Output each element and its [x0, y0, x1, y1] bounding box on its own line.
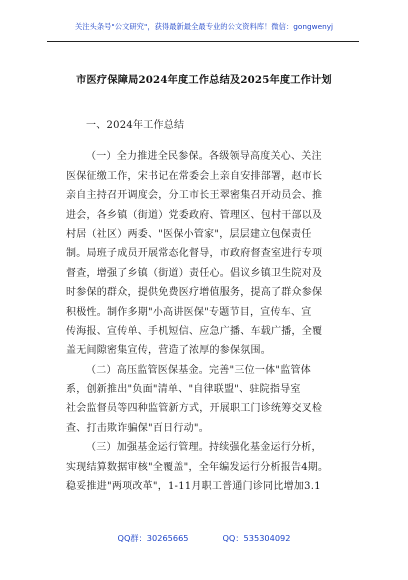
paragraph-line: 传海报、宣传单、手机短信、应急广播、车载广播，全覆 — [66, 325, 323, 337]
qq-number-label: QQ：535304092 — [222, 533, 291, 543]
paragraph-line: （三）加强基金运行管理。持续强化基金运行分析， — [86, 442, 322, 454]
paragraph-line: 医保征缴工作，宋书记在常委会上亲自安排部署，赵市长 — [66, 170, 323, 182]
paragraph-line: 实现结算数据审核"全覆盖"，全年编发运行分析报告4期。 — [66, 461, 329, 473]
paragraph-line: 亲自主持召开调度会，分工市长王翠密集召开动员会、推 — [66, 190, 323, 202]
paragraph-line: （二）高压监管医保基金。完善"三位一体"监管体 — [86, 364, 311, 376]
paragraph-line: 社会监督员等四种监管新方式，开展职工门诊统筹交叉检 — [66, 403, 323, 415]
document-body — [66, 116, 346, 496]
paragraph-line: 制。局班子成员开展常态化督导，市政府督查室进行专项 — [66, 248, 323, 260]
header-banner: 关注头条号"公文研究"，获得最新最全最专业的公文资料库！微信：gongwenyj — [74, 22, 334, 31]
qq-group-label: QQ群：30265665 — [117, 533, 189, 543]
document-title: 市医疗保障局2024年度工作总结及2025年度工作计划 — [76, 74, 332, 86]
header-divider — [47, 41, 359, 42]
paragraph-line: 督查，增强了乡镇（街道）责任心。倡议乡镇卫生院对及 — [66, 267, 323, 279]
paragraph-line: 查、打击欺诈骗保"百日行动"。 — [66, 422, 209, 434]
paragraph-line: 积极性。制作多期"小高讲医保"专题节目，宣传车、宣 — [66, 306, 312, 318]
paragraph-line: （一）全力推进全民参保。各级领导高度关心、关注 — [86, 151, 322, 163]
paragraph-line: 进会，各乡镇（街道）党委政府、管理区、包村干部以及 — [66, 209, 323, 221]
paragraph-line: 时参保的群众，提供免费医疗增值服务，提高了群众参保 — [66, 287, 323, 299]
paragraph-line: 系，创新推出"负面"清单、"自律联盟"、驻院指导室 — [66, 384, 301, 396]
footer-contact — [0, 533, 408, 544]
paragraph-line: 盖无间隙密集宣传，营造了浓厚的参保氛围。 — [66, 345, 271, 357]
section-gap — [66, 135, 346, 147]
paragraph-line: 稳妥推进"两项改革"，1-11月职工普通门诊同比增加3.1 — [66, 481, 321, 493]
paragraph-line: 村居（社区）两委、"医保小管家"，层层建立包保责任 — [66, 228, 312, 240]
section-heading: 一、2024年工作总结 — [86, 120, 185, 131]
